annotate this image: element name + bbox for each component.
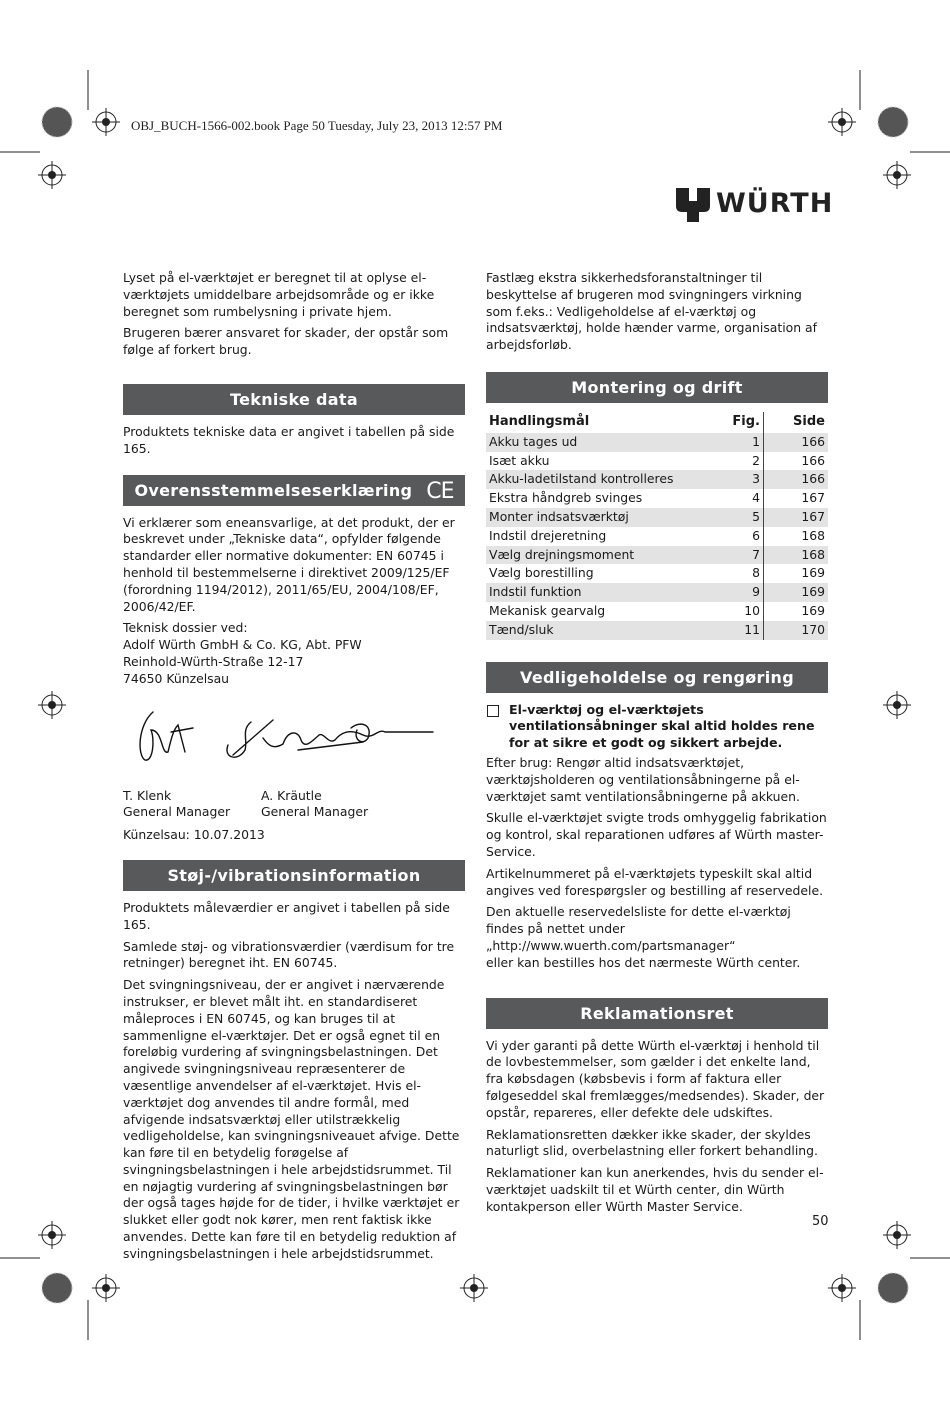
table-row: Akku tages ud 1 166 (486, 433, 828, 452)
operations-table (486, 412, 828, 640)
table-row: Vælg borestilling 8 169 (486, 564, 828, 583)
dossier-address: Teknisk dossier ved: Adolf Würth GmbH & Co. KG, Abt. PFW Reinhold-Würth-Straße 12-17 74650 Künzelsau (123, 620, 362, 686)
maintenance-note: El-værktøj og el-værktøjets ventilationsåbninger skal altid holdes rene for at sikre et godt og sikkert arbejde. (486, 702, 828, 752)
table-row: Monter indsatsværktøj 5 167 (486, 508, 828, 527)
signatories (123, 788, 465, 822)
noise-paragraph-3: Det svingningsniveau, der er angivet i nærværende instrukser, er blevet målt iht. en standardiseret måleproces i EN 60745, og kan bruges til at sammenligne el-værktøjer. Det er også egnet til en foreløbig vurdering af svingningsbelastningen. Det angivede svingningsniveau repræsenterer de væsentlige anvendelser af el-værktøjet. Hvis el-værktøjet dog anvendes til andre formål, med afvigende indsatsværktøj eller utilstrækkelig vedligeholdelse, kan svingningsniveauet afvige. Dette kan føre til en betydelig forøgelse af svingningsbelastningen i hele arbejdstidsrummet. Til en nøjagtig vurdering af svingningsbelastningen bør der også tages højde for de tider, i hvilke værktøjet er slukket eller godt nok kører, men rent faktisk ikke anvendes. Dette kan føre til en betydelig reduktion af svingningsbelastningen i hele arbejdstidsrummet. (123, 977, 460, 1261)
maintenance-paragraph-3: Artikelnummeret på el-værktøjets typeskilt skal altid angives ved forespørgsler og bestilling af reservedele. (486, 865, 824, 898)
table-row: Akku-ladetilstand kontrolleres 3 166 (486, 470, 828, 489)
ce-mark-icon: CE (426, 478, 454, 504)
conformity-text: Vi erklærer som eneansvarlige, at det produkt, der er beskrevet under „Tekniske data“, opfylder følgende standarder eller normative dokumenter: EN 60745 i henhold til bestemmelserne i direktivet 2009/125/EF (forordning 1194/2012), 2011/65/EU, 2004/108/EF, 2006/42/EF. (123, 514, 455, 614)
warranty-paragraph-1: Vi yder garanti på dette Würth el-værktøj i henhold til de lovbestemmelser, som gælder i det enkelte land, fra købsdagen (købsbevis i form af faktura eller følgeseddel skal fremlægges/medsendes). Skader, der opstår, repareres, eller defekte dele udskiftes. (486, 1037, 825, 1120)
table-row: Vælg drejningsmoment 7 168 (486, 546, 828, 565)
section-heading-conformity: Overensstemmelseserklæring CE (123, 475, 465, 506)
intro-paragraph-1: Lyset på el-værktøjet er beregnet til at oplyse el-værktøjets umiddelbare arbejdsområde og er ikke beregnet som rumbelysning i private hjem. (123, 270, 435, 319)
table-header-row (486, 412, 828, 433)
col-header-fig: Fig. (709, 412, 764, 433)
table-row: Indstil funktion 9 169 (486, 583, 828, 602)
logo-text: WÜRTH (716, 188, 834, 219)
section-heading-tech: Tekniske data (123, 384, 465, 415)
warranty-paragraph-2: Reklamationsretten dækker ikke skader, der skyldes naturligt slid, overbelastning eller forkert behandling. (486, 1126, 818, 1159)
left-column (123, 270, 465, 1268)
wurth-emblem-icon (676, 188, 710, 222)
print-header: OBJ_BUCH-1566-002.book Page 50 Tuesday, July 23, 2013 12:57 PM (131, 118, 503, 133)
parts-url: „http://www.wuerth.com/partsmanager“ (486, 938, 736, 954)
table-row: Indstil drejeretning 6 168 (486, 527, 828, 546)
table-row: Tænd/sluk 11 170 (486, 621, 828, 640)
section-heading-mount: Montering og drift (486, 372, 828, 403)
col-header-side: Side (793, 413, 825, 429)
signatory-2: A. Kräutle General Manager (261, 787, 369, 820)
col-header-goal: Handlingsmål (489, 413, 590, 429)
noise-paragraph-2: Samlede støj- og vibrationsværdier (værdisum for tre retninger) beregnet iht. EN 60745. (123, 938, 455, 971)
signatory-1: T. Klenk General Manager (123, 787, 231, 820)
place-date: Künzelsau: 10.07.2013 (123, 827, 265, 843)
intro-paragraph-2: Brugeren bærer ansvaret for skader, der opstår som følge af forkert brug. (123, 325, 449, 358)
noise-paragraph-1: Produktets måleværdier er angivet i tabellen på side 165. (123, 899, 450, 932)
wurth-logo (676, 188, 836, 224)
checkbox-square-icon (487, 705, 499, 717)
page-number: 50 (812, 1214, 829, 1229)
section-heading-noise: Støj-/vibrationsinformation (123, 860, 465, 891)
right-column (486, 270, 828, 1221)
parts-list-info: Den aktuelle reservedelsliste for dette el-værktøj findes på nettet under „http://www.wuerth.com/partsmanager“ eller kan bestilles hos det nærmeste Würth center. (486, 904, 828, 971)
right-intro: Fastlæg ekstra sikkerhedsforanstaltninger til beskyttelse af brugeren mod svingningers virkning som f.eks.: Vedligeholdelse af el-værktøj og indsatsværktøj, holde hænder varme, organisation af arbejdsforløb. (486, 270, 818, 353)
warranty-paragraph-3: Reklamationer kan kun anerkendes, hvis du sender el-værktøjet uadskilt til et Würth center, din Würth kontakperson eller Würth Master Service. (486, 1165, 824, 1214)
section-heading-maintenance: Vedligeholdelse og rengøring (486, 662, 828, 693)
table-row: Mekanisk gearvalg 10 169 (486, 602, 828, 621)
maintenance-paragraph-2: Skulle el-værktøjet svigte trods omhyggelig fabrikation og kontrol, skal reparationen udføres af Würth master-Service. (486, 810, 827, 860)
table-row: Isæt akku 2 166 (486, 452, 828, 471)
tech-text: Produktets tekniske data er angivet i tabellen på side 165. (123, 423, 455, 456)
signatures-image (123, 700, 453, 780)
maintenance-paragraph-1: Efter brug: Rengør altid indsatsværktøjet, værktøjsholderen og ventilationsåbningerne på el-værktøjet samt ventilationsåbningerne på akkuen. (486, 755, 800, 804)
table-row: Ekstra håndgreb svinges 4 167 (486, 489, 828, 508)
section-heading-warranty: Reklamationsret (486, 998, 828, 1029)
